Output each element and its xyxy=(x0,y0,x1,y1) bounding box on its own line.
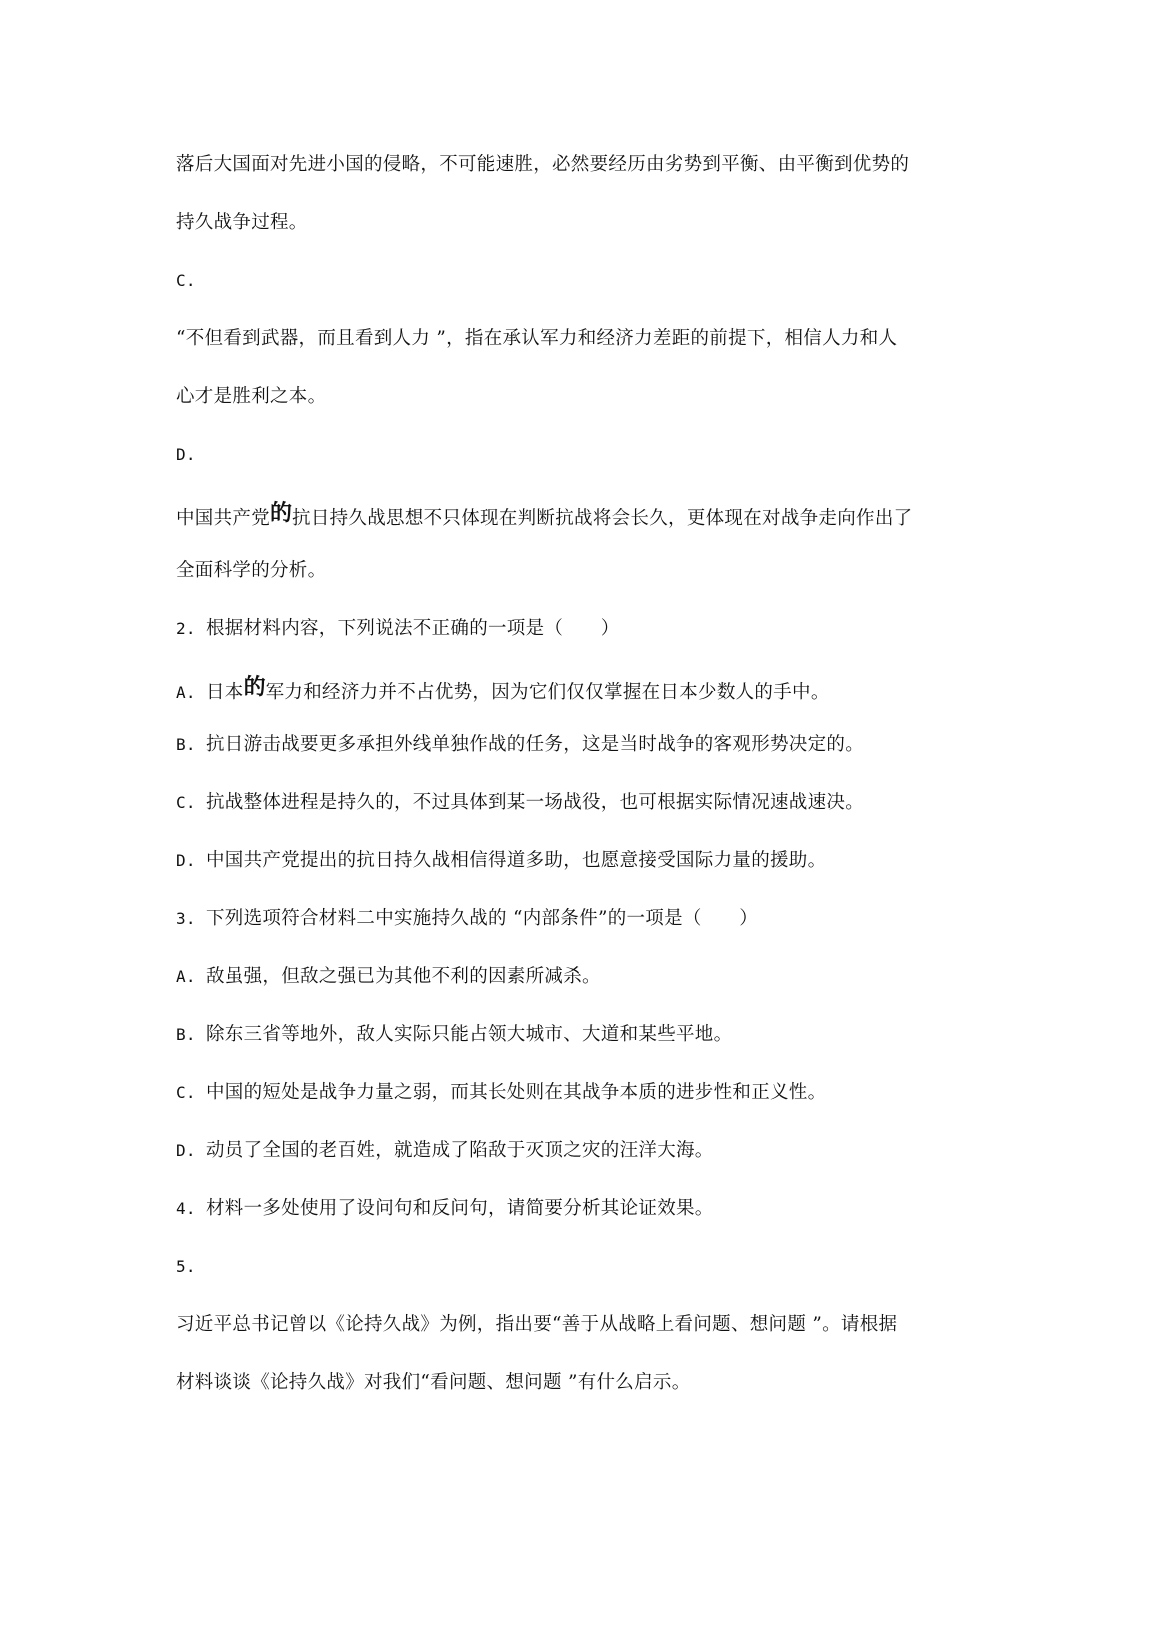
option-label: A. xyxy=(176,683,196,702)
question-2-stem xyxy=(176,616,620,642)
option-text: 抗战整体进程是持久的，不过具体到某一场战役，也可根据实际情况速战速决。 xyxy=(206,792,865,813)
question-3-option-c xyxy=(176,1080,826,1106)
question-3-option-d xyxy=(176,1138,714,1164)
text-segment: 日本 xyxy=(206,682,244,703)
question-2-option-b xyxy=(176,732,864,758)
option-label: C. xyxy=(176,1083,196,1102)
question-3-option-a xyxy=(176,964,601,990)
option-c-text-line-1: “不但看到武器，而且看到人力 ”，指在承认军力和经济力差距的前提下，相信人力和人 xyxy=(176,328,898,349)
option-d-label xyxy=(176,442,206,468)
option-text: 中国的短处是战争力量之弱，而其长处则在其战争本质的进步性和正义性。 xyxy=(206,1082,827,1103)
text-segment: 军力和经济力并不占优势，因为它们仅仅掌握在日本少数人的手中。 xyxy=(265,682,830,703)
enlarged-character: 的 xyxy=(270,500,293,526)
text-segment: 中国共产党 xyxy=(176,508,271,529)
option-label: D. xyxy=(176,1141,196,1160)
option-text: 中国共产党提出的抗日持久战相信得道多助，也愿意接受国际力量的援助。 xyxy=(206,850,827,871)
option-b-text-line-1: 落后大国面对先进小国的侵略，不可能速胜，必然要经历由劣势到平衡、由平衡到优势的 xyxy=(176,154,910,175)
question-2-option-d xyxy=(176,848,826,874)
question-3-stem xyxy=(176,906,758,932)
option-label: B. xyxy=(176,1025,196,1044)
question-5-text-line-2: 材料谈谈《论持久战》对我们“看问题、想问题 ”有什么启示。 xyxy=(176,1372,691,1393)
option-d-text-line-1 xyxy=(176,500,913,532)
option-label: A. xyxy=(176,967,196,986)
option-text: 除东三省等地外，敌人实际只能占领大城市、大道和某些平地。 xyxy=(206,1024,733,1045)
option-c-text-line-2: 心才是胜利之本。 xyxy=(176,386,327,407)
option-b-text-line-2: 持久战争过程。 xyxy=(176,212,308,233)
question-4-stem xyxy=(176,1196,714,1222)
enlarged-character: 的 xyxy=(243,674,266,700)
question-2-option-c xyxy=(176,790,864,816)
option-c-label xyxy=(176,268,206,294)
option-label: C. xyxy=(176,271,196,290)
question-number: 3. xyxy=(176,909,196,928)
question-number: 5. xyxy=(176,1257,196,1276)
question-2-option-a xyxy=(176,674,830,706)
text-segment: 抗日持久战思想不只体现在判断抗战将会长久，更体现在对战争走向作出了 xyxy=(292,508,913,529)
option-d-text-line-2: 全面科学的分析。 xyxy=(176,560,327,581)
question-text: 材料一多处使用了设问句和反问句，请简要分析其论证效果。 xyxy=(206,1198,714,1219)
question-text: 下列选项符合材料二中实施持久战的 “内部条件”的一项是（ ） xyxy=(206,908,759,929)
option-label: B. xyxy=(176,735,196,754)
question-number: 2. xyxy=(176,619,196,638)
option-text: 敌虽强，但敌之强已为其他不利的因素所减杀。 xyxy=(206,966,601,987)
question-3-option-b xyxy=(176,1022,732,1048)
question-text: 根据材料内容，下列说法不正确的一项是（ ） xyxy=(206,618,620,639)
option-text: 抗日游击战要更多承担外线单独作战的任务，这是当时战争的客观形势决定的。 xyxy=(206,734,865,755)
question-5-number xyxy=(176,1254,206,1280)
option-label: D. xyxy=(176,851,196,870)
question-5-text-line-1: 习近平总书记曾以《论持久战》为例，指出要“善于从战略上看问题、想问题 ”。请根据 xyxy=(176,1314,898,1335)
option-label: C. xyxy=(176,793,196,812)
option-label: D. xyxy=(176,445,196,464)
option-text: 动员了全国的老百姓，就造成了陷敌于灭顶之灾的汪洋大海。 xyxy=(206,1140,714,1161)
question-number: 4. xyxy=(176,1199,196,1218)
